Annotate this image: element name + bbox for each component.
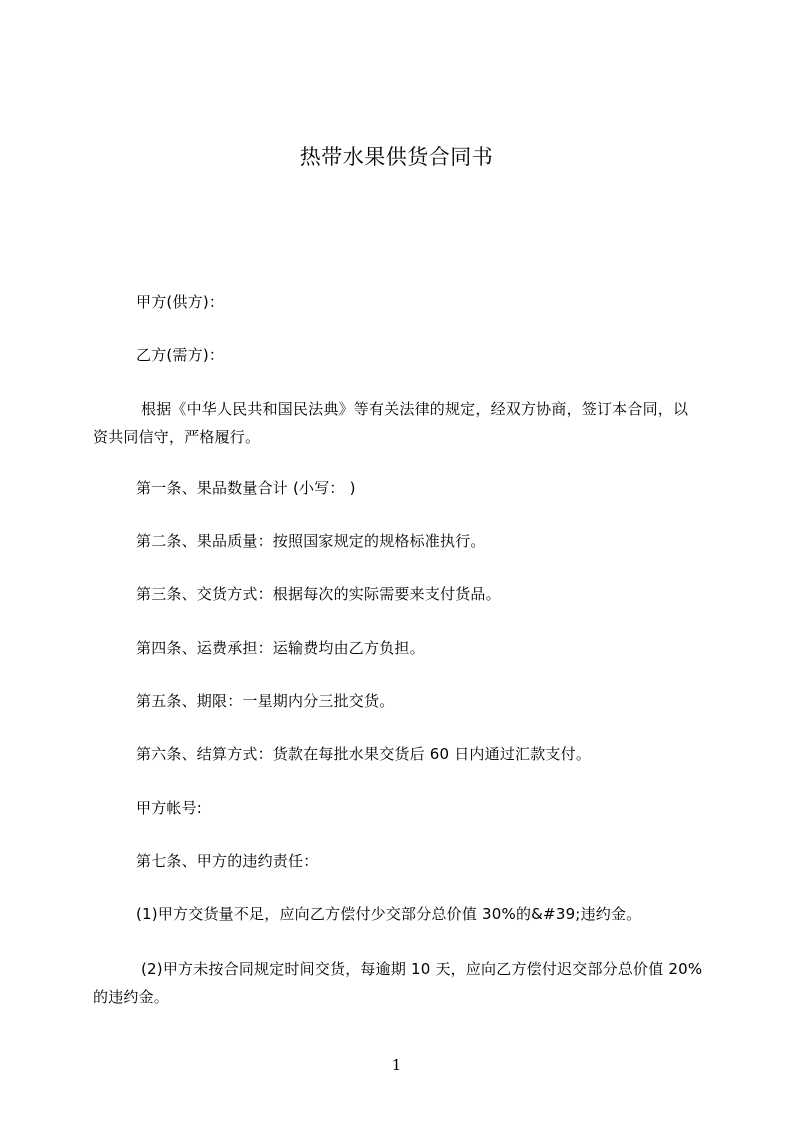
article-6: 第六条、结算方式：货款在每批水果交货后 60 日内通过汇款支付。 [136,745,592,763]
page-number: 1 [391,1056,402,1074]
document-title: 热带水果供货合同书 [299,145,494,169]
article-1: 第一条、果品数量合计 (小写： ) [136,479,356,497]
party-b-line: 乙方(需方)： [136,346,225,364]
article-7-clause-1: (1)甲方交货量不足，应向乙方偿付少交部分总价值 30%的&#39;违约金。 [136,905,642,923]
article-3: 第三条、交货方式：根据每次的实际需要来支付货品。 [136,585,501,603]
intro-paragraph: 根据《中华人民共和国民法典》等有关法律的规定，经双方协商，签订本合同，以资共同信守，严格履行。 [93,400,689,446]
article-5: 第五条、期限：一星期内分三批交货。 [136,692,395,710]
party-a-account-line: 甲方帐号: [136,799,203,817]
article-7-clause-2: (2)甲方未按合同规定时间交货，每逾期 10 天，应向乙方偿付迟交部分总价值 20%的违约金。 [93,960,703,1006]
article-7-heading: 第七条、甲方的违约责任： [136,852,319,870]
party-a-line: 甲方(供方)： [136,293,225,311]
article-4: 第四条、运费承担：运输费均由乙方负担。 [136,639,425,657]
article-2: 第二条、果品质量：按照国家规定的规格标准执行。 [136,532,486,550]
